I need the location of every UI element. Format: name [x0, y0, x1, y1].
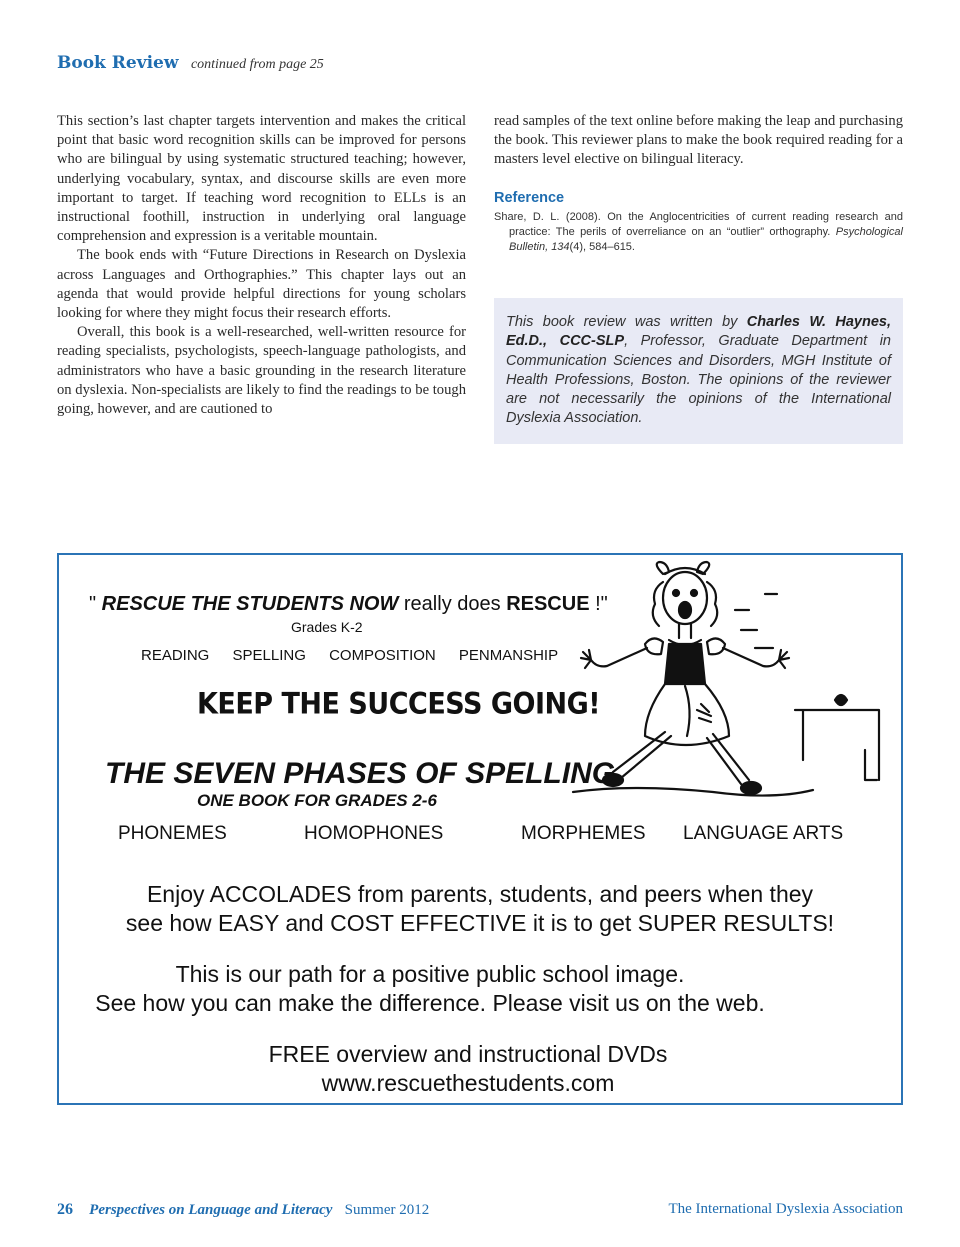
ad-book-title: THE SEVEN PHASES OF SPELLING — [105, 757, 616, 790]
page-footer — [57, 1201, 903, 1219]
section-title: Book Review — [57, 53, 179, 73]
quote-mid: really does — [398, 593, 507, 615]
reviewer-name: Charles W. Haynes, Ed.D., CCC-SLP — [506, 314, 891, 350]
ad-path-line-2: See how you can make the difference. Please visit us on the web. — [95, 990, 765, 1016]
journal-title: Perspectives on Language and Literacy — [89, 1202, 333, 1218]
ad-free-dvds: FREE overview and instructional DVDs — [268, 1041, 668, 1067]
reviewer-details: , Professor, Graduate Department in Communication Sciences and Disorders, MGH Institute of Health Professions, Boston. The opinions of the reviewer are not necessarily the opinions of the International Dyslexia Association. — [506, 333, 891, 427]
quote-close: !" — [589, 593, 608, 615]
issue-season: Summer 2012 — [344, 1202, 430, 1218]
left-column — [57, 112, 466, 419]
quote-rescue: RESCUE — [506, 593, 590, 615]
ad-enjoy-line-2: see how EASY and COST EFFECTIVE it is to get SUPER RESULTS! — [125, 910, 835, 936]
concept-morphemes: MORPHEMES — [521, 823, 646, 844]
subject-reading: READING — [141, 647, 210, 664]
ad-grades: Grades K-2 — [291, 619, 363, 635]
concept-phonemes: PHONEMES — [118, 823, 227, 844]
concept-homophones: HOMOPHONES — [304, 823, 444, 844]
reference-entry — [494, 210, 903, 255]
paragraph-future-directions: The book ends with “Future Directions in Research on Dyslexia across Languages and Orthographies.” This chapter lays out an agenda that would provide helpful directions for young scholars looking for where they might focus their research efforts. — [57, 247, 466, 322]
paragraph-continuation: read samples of the text online before making the leap and purchasing the book. This reviewer plans to make the book required reading for a masters level elective on bilingual literacy. — [494, 113, 903, 168]
continued-note: continued from page 25 — [190, 57, 324, 72]
page-number: 26 — [57, 1201, 73, 1218]
ad-keep-slogan: KEEP THE SUCCESS GOING! — [197, 687, 601, 722]
advertisement — [57, 553, 903, 1105]
reviewer-intro: This book review was written by — [506, 314, 747, 330]
ad-path-line-1: This is our path for a positive public school image. — [175, 961, 685, 987]
ad-subjects — [141, 647, 575, 664]
ad-enjoy-line-1: Enjoy ACCOLADES from parents, students, and peers when they — [146, 881, 814, 907]
subject-composition: COMPOSITION — [329, 647, 436, 664]
reference-authors: Share, D. L. (2008). On the Anglocentricities of current reading research and practice: The perils of overreliance on an “outlier” orthography. — [494, 210, 903, 238]
subject-penmanship: PENMANSHIP — [458, 647, 559, 664]
ad-quote — [89, 593, 608, 616]
reference-issue: (4), 584–615. — [569, 240, 635, 253]
right-column — [494, 112, 903, 255]
subject-spelling: SPELLING — [232, 647, 306, 664]
paragraph-overall: Overall, this book is a well-researched, well-written resource for reading specialists, psychologists, speech-language pathologists, and administrators who have a basic grounding in the research literature on dyslexia. Non-specialists are likely to find the readings to be tough going, however, and are cautioned to — [57, 324, 466, 418]
paragraph-intervention: This section’s last chapter targets intervention and makes the critical point that basic word recognition skills can be improved for persons who are bilingual by using systematic structured teaching; however, underlying vocabulary, syntax, and discourse skills are even more important to target. If teaching word recognition to ELLs is an instructional foothill, instruction in underlying oral language comprehension and expression is a veritable mountain. — [57, 113, 466, 245]
quote-open: " — [89, 593, 102, 615]
ad-website-url: www.rescuethestudents.com — [321, 1070, 615, 1096]
reviewer-box — [494, 298, 903, 444]
ad-book-grades: ONE BOOK FOR GRADES 2-6 — [197, 791, 437, 810]
reference-heading: Reference — [494, 189, 565, 206]
quote-title: RESCUE THE STUDENTS NOW — [101, 593, 399, 615]
concept-language-arts: LANGUAGE ARTS — [683, 823, 844, 844]
organization-name: The International Dyslexia Association — [668, 1201, 903, 1217]
reference-journal: Psychological Bulletin, 134 — [509, 225, 903, 253]
section-header — [57, 53, 324, 73]
